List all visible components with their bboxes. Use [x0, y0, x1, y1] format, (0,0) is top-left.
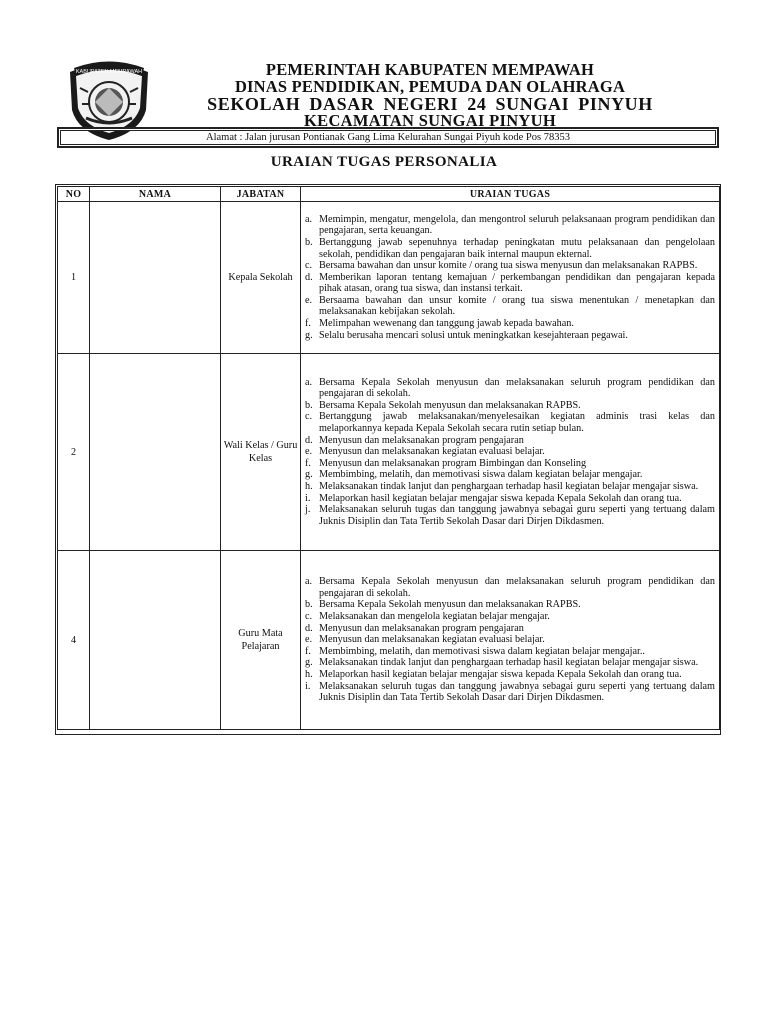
duty-item: [305, 681, 715, 704]
duty-item: [305, 318, 715, 330]
duty-letter: g.: [305, 329, 313, 341]
duty-letter: d.: [305, 622, 313, 634]
duty-text: Memimpin, mengatur, mengelola, dan mengontrol seluruh pelaksanaan program pendidikan dan pengajaran, serta keuangan.: [319, 213, 715, 237]
row-name: [90, 551, 221, 730]
duty-letter: d.: [305, 434, 313, 446]
row-duties: [301, 551, 720, 730]
row-position: Wali Kelas / Guru Kelas: [221, 354, 301, 551]
row-position: Kepala Sekolah: [221, 202, 301, 354]
duty-item: [305, 272, 715, 295]
duty-letter: e.: [305, 634, 313, 646]
duty-text: Bersama Kepala Sekolah menyusun dan melaksanakan RAPBS.: [319, 399, 581, 411]
duty-letter: b.: [305, 599, 313, 611]
header-department: DINAS PENDIDIKAN, PEMUDA DAN OLAHRAGA: [234, 77, 626, 96]
table-header-row: [58, 187, 720, 202]
duty-item: [305, 576, 715, 599]
duty-letter: a.: [305, 576, 313, 588]
duty-text: Menyusun dan melaksanakan kegiatan evaluasi belajar.: [319, 634, 545, 646]
table-row: [58, 551, 720, 730]
duty-text: Menyusun dan melaksanakan program pengajaran: [319, 622, 524, 634]
duty-letter: h.: [305, 480, 313, 492]
duty-letter: f.: [305, 318, 311, 330]
duty-item: [305, 669, 715, 681]
duty-item: [305, 330, 715, 342]
table-row: [58, 354, 720, 551]
duty-item: [305, 469, 715, 481]
duty-text: Menyusun dan melaksanakan program Bimbingan dan Konseling: [319, 457, 587, 469]
duty-item: [305, 260, 715, 272]
duty-item: [305, 400, 715, 412]
row-name: [90, 354, 221, 551]
duty-item: [305, 446, 715, 458]
duty-item: [305, 634, 715, 646]
duty-text: Melaksanakan dan mengelola kegiatan belajar mengajar.: [319, 611, 550, 623]
duty-text: Bersaama bawahan dan unsur komite / orang tua siswa menentukan / menetapkan dan melaksanakan kebijakan sekolah.: [319, 294, 715, 318]
duty-letter: b.: [305, 236, 313, 248]
duty-letter: a.: [305, 376, 313, 388]
duty-letter: b.: [305, 399, 313, 411]
duty-item: [305, 411, 715, 434]
duty-letter: e.: [305, 294, 313, 306]
duty-letter: h.: [305, 668, 313, 680]
duty-text: Melaksanakan seluruh tugas dan tanggung jawabnya sebagai guru seperti yang tertuang dalam Juknis Disiplin dan Tata Tertib Sekolah Dasar dari Dirjen Dikdasmen.: [319, 504, 715, 527]
duty-letter: c.: [305, 411, 313, 423]
duty-letter: c.: [305, 611, 313, 623]
duty-text: Membimbing, melatih, dan memotivasi siswa dalam kegiatan belajar mengajar.: [319, 469, 643, 481]
duty-letter: c.: [305, 260, 313, 272]
column-header-jabatan: JABATAN: [221, 187, 301, 202]
duty-text: Bersama Kepala Sekolah menyusun dan melaksanakan seluruh program pendidikan dan pengajaran di sekolah.: [319, 376, 715, 400]
duty-letter: a.: [305, 213, 313, 225]
header-government: PEMERINTAH KABUPATEN MEMPAWAH: [265, 60, 595, 79]
page-title: URAIAN TUGAS PERSONALIA: [270, 154, 498, 170]
duty-text: Membimbing, melatih, dan memotivasi siswa dalam kegiatan belajar mengajar..: [319, 645, 645, 657]
duty-text: Melimpahan wewenang dan tanggung jawab kepada bawahan.: [319, 318, 574, 330]
duty-text: Selalu berusaha mencari solusi untuk meningkatkan kesejahteraan pegawai.: [319, 329, 628, 341]
row-number: 1: [58, 202, 90, 354]
duty-list: [301, 214, 719, 342]
duty-text: Melaksanakan seluruh tugas dan tanggung jawabnya sebagai guru seperti yang tertuang dalam Juknis Disiplin dan Tata Tertib Sekolah Dasar dari Dirjen Dikdasmen.: [319, 680, 715, 704]
duty-list: [301, 377, 719, 528]
duty-item: [305, 599, 715, 611]
header-district: KECAMATAN SUNGAI PINYUH: [304, 111, 556, 130]
duty-letter: g.: [305, 657, 313, 669]
row-name: [90, 202, 221, 354]
duty-item: [305, 611, 715, 623]
duty-letter: i.: [305, 492, 311, 504]
duty-letter: g.: [305, 469, 313, 481]
duty-letter: f.: [305, 645, 311, 657]
row-number: 4: [58, 551, 90, 730]
duty-text: Bersama bawahan dan unsur komite / orang tua siswa menyusun dan melaksanakan RAPBS.: [319, 260, 698, 272]
address-box: [57, 127, 719, 148]
duty-item: [305, 657, 715, 669]
duties-table: [57, 186, 720, 730]
duty-item: [305, 295, 715, 318]
address-text: Alamat : Jalan jurusan Pontianak Gang Lima Kelurahan Sungai Piyuh kode Pos 78353: [206, 132, 570, 143]
duty-item: [305, 214, 715, 237]
row-position: Guru Mata Pelajaran: [221, 551, 301, 730]
duty-letter: e.: [305, 446, 313, 458]
header-school-name: SEKOLAH DASAR NEGERI 24 SUNGAI PINYUH: [207, 94, 653, 114]
duty-item: [305, 377, 715, 400]
row-duties: [301, 202, 720, 354]
duty-text: Melaporkan hasil kegiatan belajar mengajar siswa kepada Kepala Sekolah dan orang tua.: [319, 668, 682, 680]
duty-letter: d.: [305, 271, 313, 283]
duty-letter: i.: [305, 680, 311, 692]
column-header-nama: NAMA: [90, 187, 221, 202]
duty-item: [305, 481, 715, 493]
svg-text:KABUPATEN MEMPAWAH: KABUPATEN MEMPAWAH: [75, 69, 143, 75]
duty-text: Memberikan laporan tentang kemajuan / perkembangan pendidikan dan pengajaran kepada pihak atasan, orang tua siswa, dan instansi terkait.: [319, 271, 715, 295]
column-header-no: NO: [58, 187, 90, 202]
duty-letter: j.: [305, 504, 311, 516]
duty-item: [305, 435, 715, 447]
duty-letter: f.: [305, 457, 311, 469]
duty-item: [305, 623, 715, 635]
duty-text: Bersama Kepala Sekolah menyusun dan melaksanakan RAPBS.: [319, 599, 581, 611]
duty-item: [305, 493, 715, 505]
duty-text: Menyusun dan melaksanakan program pengajaran: [319, 434, 524, 446]
duty-text: Melaksanakan tindak lanjut dan penghargaan terhadap hasil kegiatan belajar mengajar siswa.: [319, 480, 699, 492]
duty-text: Menyusun dan melaksanakan kegiatan evaluasi belajar.: [319, 446, 545, 458]
duty-text: Melaksanakan tindak lanjut dan penghargaan terhadap hasil kegiatan belajar mengajar siswa.: [319, 657, 699, 669]
duty-item: [305, 504, 715, 527]
duty-text: Bertanggung jawab melaksanakan/menyelesaikan kegiatan adminis trasi kelas dan melaporkannya kepada Kepala Sekolah secara rutin setiap bulan.: [319, 411, 715, 435]
row-number: 2: [58, 354, 90, 551]
duty-item: [305, 458, 715, 470]
table-row: [58, 202, 720, 354]
duty-text: Melaporkan hasil kegiatan belajar mengajar siswa kepada Kepala Sekolah dan orang tua.: [319, 492, 682, 504]
duty-text: Bertanggung jawab sepenuhnya terhadap peningkatan mutu pelaksanaan dan pengelolaan sekolah, pendidikan dan pengajaran baik internal maupun ekternal.: [319, 236, 715, 260]
duty-item: [305, 237, 715, 260]
duty-item: [305, 646, 715, 658]
row-duties: [301, 354, 720, 551]
duty-list: [301, 576, 719, 704]
duty-text: Bersama Kepala Sekolah menyusun dan melaksanakan seluruh program pendidikan dan pengajaran di sekolah.: [319, 576, 715, 599]
column-header-uraian-tugas: URAIAN TUGAS: [301, 187, 720, 202]
